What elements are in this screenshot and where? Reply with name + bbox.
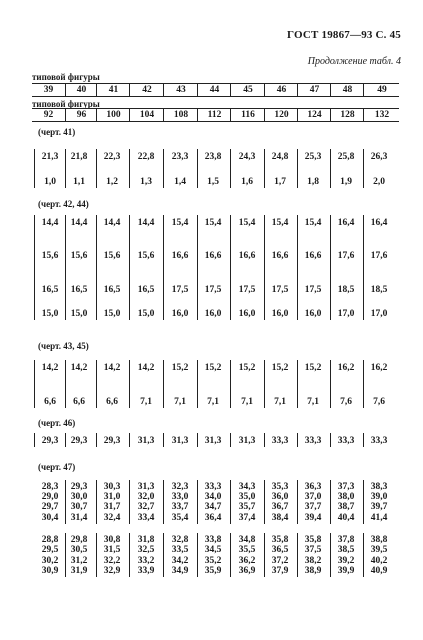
header-size-cell: 43 [163, 84, 198, 96]
table-cell: 37,3 [337, 482, 355, 492]
table-cell: 29,7 [41, 502, 59, 512]
column-divider [65, 533, 66, 577]
column-divider [65, 433, 66, 447]
table-cell: 15,4 [304, 218, 322, 228]
table-continuation-label: Продолжение табл. 4 [307, 56, 401, 67]
table-cell: 36,5 [271, 545, 289, 555]
table-cell: 16,5 [41, 285, 59, 295]
table-cell: 15,2 [204, 363, 222, 373]
table-cell: 17,5 [171, 285, 189, 295]
header-size-cell: 124 [297, 109, 331, 121]
column-divider [197, 149, 198, 188]
header-size-cell: 132 [363, 109, 400, 121]
table-cell: 14,4 [70, 218, 88, 228]
table-cell: 29,3 [70, 482, 88, 492]
column-divider [129, 480, 130, 524]
table-cell: 16,6 [271, 251, 289, 261]
table-cell: 39,9 [337, 566, 355, 576]
table-cell: 38,0 [337, 492, 355, 502]
column-divider [230, 149, 231, 188]
column-divider [297, 433, 298, 447]
column-divider [297, 149, 298, 188]
table-cell: 38,9 [304, 566, 322, 576]
table-cell: 31,3 [171, 436, 189, 446]
column-divider [197, 480, 198, 524]
table-cell: 18,5 [337, 285, 355, 295]
header-size-cell: 45 [230, 84, 265, 96]
table-cell: 15,4 [171, 218, 189, 228]
column-divider [129, 360, 130, 408]
table-cell: 29,0 [41, 492, 59, 502]
table-cell: 38,8 [370, 535, 388, 545]
column-divider [230, 215, 231, 320]
table-cell: 16,0 [171, 309, 189, 319]
table-cell: 14,4 [137, 218, 155, 228]
table-cell: 40,4 [337, 513, 355, 523]
column-divider [163, 149, 164, 188]
column-divider [264, 215, 265, 320]
table-cell: 16,2 [337, 363, 355, 373]
table-cell: 15,6 [41, 251, 59, 261]
table-cell: 26,3 [370, 152, 388, 162]
table-cell: 32,3 [171, 482, 189, 492]
table-cell: 23,3 [171, 152, 189, 162]
table-cell: 37,8 [337, 535, 355, 545]
table-cell: 37,7 [304, 502, 322, 512]
column-divider [96, 480, 97, 524]
table-cell: 34,7 [204, 502, 222, 512]
table-cell: 32,0 [137, 492, 155, 502]
table-cell: 7,1 [307, 397, 319, 407]
table-cell: 16,6 [304, 251, 322, 261]
table-cell: 31,2 [70, 556, 88, 566]
table-cell: 29,5 [41, 545, 59, 555]
table-cell: 16,6 [238, 251, 256, 261]
table-cell: 15,4 [271, 218, 289, 228]
table-cell: 39,2 [337, 556, 355, 566]
column-divider [264, 360, 265, 408]
table-cell: 30,8 [103, 535, 121, 545]
table-cell: 36,2 [238, 556, 256, 566]
table-cell: 32,5 [137, 545, 155, 555]
table-cell: 16,6 [171, 251, 189, 261]
table-cell: 17,6 [337, 251, 355, 261]
table-cell: 16,0 [238, 309, 256, 319]
table-cell: 15,6 [103, 251, 121, 261]
column-divider [96, 433, 97, 447]
table-cell: 17,5 [271, 285, 289, 295]
table-cell: 31,4 [70, 513, 88, 523]
table-cell: 32,8 [171, 535, 189, 545]
table-cell: 1,0 [44, 177, 56, 187]
column-divider [65, 215, 66, 320]
header-size-cell: 39 [43, 85, 54, 95]
section-title: (черт. 46) [38, 418, 76, 428]
column-divider [34, 149, 35, 188]
table-cell: 15,4 [238, 218, 256, 228]
column-divider [297, 533, 298, 577]
table-cell: 1,9 [340, 177, 352, 187]
table-cell: 29,3 [103, 436, 121, 446]
table-cell: 24,3 [238, 152, 256, 162]
table-cell: 7,6 [340, 397, 352, 407]
table-cell: 7,1 [174, 397, 186, 407]
column-divider [330, 433, 331, 447]
header-size-cell: 100 [96, 109, 130, 121]
table-cell: 35,7 [238, 502, 256, 512]
column-divider [197, 360, 198, 408]
column-divider [363, 480, 364, 524]
table-cell: 16,0 [271, 309, 289, 319]
table-cell: 14,2 [41, 363, 59, 373]
table-cell: 33,7 [171, 502, 189, 512]
table-cell: 35,5 [238, 545, 256, 555]
header-size-cell: 112 [197, 109, 231, 121]
table-cell: 41,4 [370, 513, 388, 523]
table-cell: 16,4 [370, 218, 388, 228]
header-size-row [32, 108, 399, 122]
table-cell: 1,4 [174, 177, 186, 187]
table-cell: 30,3 [103, 482, 121, 492]
table-cell: 35,4 [171, 513, 189, 523]
section-title: (черт. 41) [38, 127, 76, 137]
table-cell: 14,4 [41, 218, 59, 228]
column-divider [230, 433, 231, 447]
table-cell: 33,3 [204, 482, 222, 492]
table-cell: 33,2 [137, 556, 155, 566]
table-cell: 32,9 [103, 566, 121, 576]
table-cell: 15,0 [137, 309, 155, 319]
table-cell: 30,5 [70, 545, 88, 555]
column-divider [163, 433, 164, 447]
table-cell: 33,9 [137, 566, 155, 576]
column-divider [330, 215, 331, 320]
table-cell: 31,7 [103, 502, 121, 512]
column-divider [34, 360, 35, 408]
header-size-cell: 48 [330, 84, 364, 96]
table-cell: 33,8 [204, 535, 222, 545]
table-cell: 16,0 [304, 309, 322, 319]
header-size-cell: 116 [230, 109, 265, 121]
table-cell: 36,4 [204, 513, 222, 523]
table-cell: 37,0 [304, 492, 322, 502]
table-cell: 33,3 [370, 436, 388, 446]
table-cell: 38,3 [370, 482, 388, 492]
table-cell: 32,2 [103, 556, 121, 566]
table-cell: 36,3 [304, 482, 322, 492]
table-cell: 38,7 [337, 502, 355, 512]
column-divider [34, 215, 35, 320]
table-cell: 1,8 [307, 177, 319, 187]
table-cell: 35,8 [304, 535, 322, 545]
table-cell: 16,0 [204, 309, 222, 319]
column-divider [129, 149, 130, 188]
table-cell: 21,8 [70, 152, 88, 162]
column-divider [96, 533, 97, 577]
column-divider [163, 533, 164, 577]
table-cell: 31,8 [137, 535, 155, 545]
table-cell: 17,5 [304, 285, 322, 295]
table-cell: 15,0 [41, 309, 59, 319]
table-cell: 6,6 [73, 397, 85, 407]
table-cell: 7,6 [373, 397, 385, 407]
table-cell: 16,4 [337, 218, 355, 228]
table-cell: 30,9 [41, 566, 59, 576]
table-cell: 29,3 [70, 436, 88, 446]
table-cell: 28,8 [41, 535, 59, 545]
table-cell: 33,0 [171, 492, 189, 502]
column-divider [330, 149, 331, 188]
table-cell: 34,0 [204, 492, 222, 502]
table-cell: 15,6 [137, 251, 155, 261]
table-cell: 17,6 [370, 251, 388, 261]
table-cell: 39,4 [304, 513, 322, 523]
table-cell: 34,5 [204, 545, 222, 555]
table-cell: 22,3 [103, 152, 121, 162]
table-cell: 28,3 [41, 482, 59, 492]
table-cell: 16,5 [137, 285, 155, 295]
column-divider [230, 480, 231, 524]
figure-type-label: типовой фигуры [32, 99, 100, 109]
table-cell: 6,6 [106, 397, 118, 407]
table-cell: 39,0 [370, 492, 388, 502]
table-cell: 39,5 [370, 545, 388, 555]
table-cell: 35,9 [204, 566, 222, 576]
column-divider [264, 433, 265, 447]
table-cell: 14,2 [103, 363, 121, 373]
header-size-cell: 47 [297, 84, 331, 96]
table-cell: 1,1 [73, 177, 85, 187]
column-divider [363, 360, 364, 408]
table-cell: 17,5 [238, 285, 256, 295]
table-cell: 34,9 [171, 566, 189, 576]
table-cell: 31,3 [137, 482, 155, 492]
table-cell: 17,0 [337, 309, 355, 319]
table-cell: 17,5 [204, 285, 222, 295]
column-divider [129, 533, 130, 577]
table-cell: 38,4 [271, 513, 289, 523]
table-cell: 30,7 [70, 502, 88, 512]
table-cell: 25,3 [304, 152, 322, 162]
table-cell: 35,8 [271, 535, 289, 545]
table-cell: 15,6 [70, 251, 88, 261]
header-size-cell: 40 [65, 84, 97, 96]
table-cell: 30,4 [41, 513, 59, 523]
table-cell: 25,8 [337, 152, 355, 162]
column-divider [163, 360, 164, 408]
column-divider [129, 215, 130, 320]
table-cell: 7,1 [241, 397, 253, 407]
header-size-cell: 42 [129, 84, 164, 96]
table-cell: 35,3 [271, 482, 289, 492]
column-divider [264, 149, 265, 188]
table-cell: 33,3 [271, 436, 289, 446]
column-divider [96, 149, 97, 188]
table-cell: 37,2 [271, 556, 289, 566]
table-cell: 38,2 [304, 556, 322, 566]
table-cell: 14,2 [137, 363, 155, 373]
column-divider [363, 215, 364, 320]
table-cell: 30,2 [41, 556, 59, 566]
table-cell: 35,0 [238, 492, 256, 502]
header-size-cell: 46 [264, 84, 298, 96]
table-cell: 16,5 [103, 285, 121, 295]
table-cell: 7,1 [207, 397, 219, 407]
column-divider [330, 480, 331, 524]
table-cell: 32,7 [137, 502, 155, 512]
column-divider [363, 533, 364, 577]
table-cell: 16,2 [370, 363, 388, 373]
column-divider [330, 360, 331, 408]
table-cell: 1,2 [106, 177, 118, 187]
column-divider [96, 215, 97, 320]
figure-type-label: типовой фигуры [32, 72, 100, 82]
table-cell: 34,3 [238, 482, 256, 492]
column-divider [197, 215, 198, 320]
table-cell: 33,4 [137, 513, 155, 523]
table-cell: 15,2 [304, 363, 322, 373]
table-cell: 18,5 [370, 285, 388, 295]
table-cell: 7,1 [140, 397, 152, 407]
header-size-cell: 92 [43, 110, 54, 120]
table-cell: 1,3 [140, 177, 152, 187]
table-cell: 1,7 [274, 177, 286, 187]
column-divider [65, 149, 66, 188]
column-divider [297, 480, 298, 524]
column-divider [65, 480, 66, 524]
table-cell: 23,8 [204, 152, 222, 162]
section-title: (черт. 47) [38, 462, 76, 472]
table-cell: 40,9 [370, 566, 388, 576]
table-cell: 15,0 [103, 309, 121, 319]
column-divider [230, 533, 231, 577]
column-divider [96, 360, 97, 408]
table-cell: 14,2 [70, 363, 88, 373]
table-cell: 37,9 [271, 566, 289, 576]
table-cell: 32,4 [103, 513, 121, 523]
table-cell: 34,8 [238, 535, 256, 545]
table-cell: 38,5 [337, 545, 355, 555]
table-cell: 16,5 [70, 285, 88, 295]
table-cell: 15,4 [204, 218, 222, 228]
table-cell: 36,7 [271, 502, 289, 512]
column-divider [363, 433, 364, 447]
table-cell: 31,5 [103, 545, 121, 555]
table-cell: 6,6 [44, 397, 56, 407]
table-cell: 29,8 [70, 535, 88, 545]
table-cell: 40,2 [370, 556, 388, 566]
table-cell: 24,8 [271, 152, 289, 162]
table-cell: 29,3 [41, 436, 59, 446]
column-divider [197, 533, 198, 577]
header-size-cell: 96 [65, 109, 97, 121]
table-cell: 14,4 [103, 218, 121, 228]
table-cell: 15,2 [238, 363, 256, 373]
table-cell: 7,1 [274, 397, 286, 407]
column-divider [330, 533, 331, 577]
column-divider [163, 480, 164, 524]
table-cell: 15,2 [271, 363, 289, 373]
table-cell: 37,5 [304, 545, 322, 555]
header-size-cell: 120 [264, 109, 298, 121]
section-title: (черт. 43, 45) [38, 341, 89, 351]
column-divider [230, 360, 231, 408]
table-cell: 1,6 [241, 177, 253, 187]
table-cell: 36,9 [238, 566, 256, 576]
table-cell: 16,6 [204, 251, 222, 261]
table-cell: 31,3 [137, 436, 155, 446]
header-size-cell: 49 [363, 84, 400, 96]
section-title: (черт. 42, 44) [38, 199, 89, 209]
table-cell: 1,5 [207, 177, 219, 187]
table-cell: 30,0 [70, 492, 88, 502]
header-size-row [32, 83, 399, 97]
header-size-cell: 128 [330, 109, 364, 121]
table-cell: 22,8 [137, 152, 155, 162]
table-cell: 31,0 [103, 492, 121, 502]
page-header: ГОСТ 19867—93 С. 45 [287, 29, 401, 41]
column-divider [163, 215, 164, 320]
column-divider [264, 533, 265, 577]
table-cell: 15,0 [70, 309, 88, 319]
table-cell: 15,2 [171, 363, 189, 373]
column-divider [197, 433, 198, 447]
table-cell: 39,7 [370, 502, 388, 512]
header-size-cell: 44 [197, 84, 231, 96]
table-cell: 35,2 [204, 556, 222, 566]
table-cell: 31,3 [238, 436, 256, 446]
table-cell: 37,4 [238, 513, 256, 523]
header-size-cell: 104 [129, 109, 164, 121]
column-divider [34, 433, 35, 447]
column-divider [129, 433, 130, 447]
column-divider [65, 360, 66, 408]
column-divider [297, 215, 298, 320]
table-cell: 33,3 [337, 436, 355, 446]
table-cell: 31,3 [204, 436, 222, 446]
table-cell: 17,0 [370, 309, 388, 319]
column-divider [363, 149, 364, 188]
column-divider [297, 360, 298, 408]
header-size-cell: 41 [96, 84, 130, 96]
table-cell: 33,5 [171, 545, 189, 555]
table-cell: 31,9 [70, 566, 88, 576]
column-divider [264, 480, 265, 524]
header-size-cell: 108 [163, 109, 198, 121]
table-cell: 33,3 [304, 436, 322, 446]
table-cell: 36,0 [271, 492, 289, 502]
table-cell: 34,2 [171, 556, 189, 566]
table-cell: 21,3 [41, 152, 59, 162]
table-cell: 2,0 [373, 177, 385, 187]
